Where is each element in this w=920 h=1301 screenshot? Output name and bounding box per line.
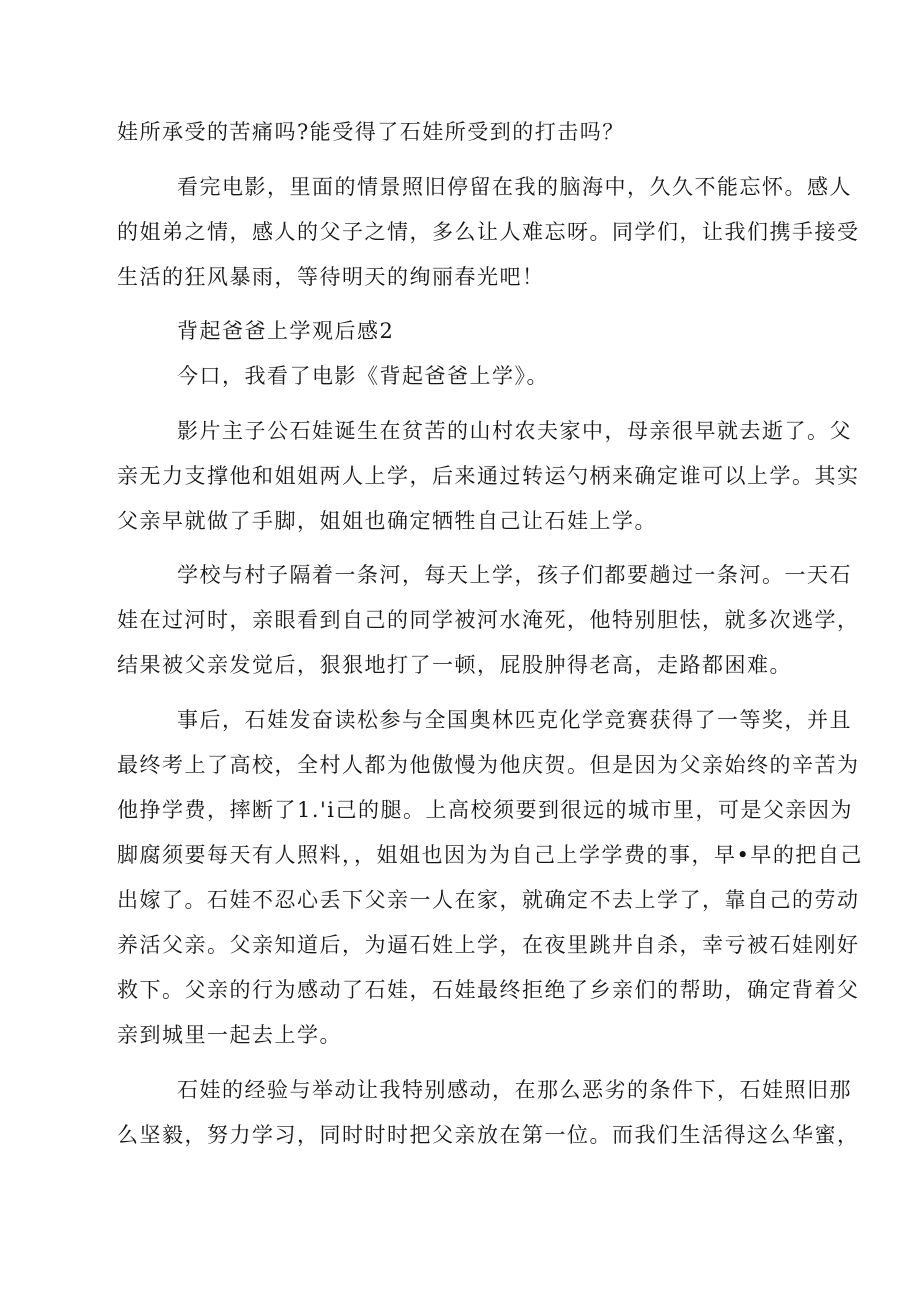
text-line: 学校与村子隔着一条河，每天上学，孩子们都要趟过一条河。一天石 bbox=[177, 563, 852, 587]
text-line: 他挣学费，摔断了1.'i己的腿。上高校须要到很远的城市里，可是父亲因为 bbox=[117, 798, 854, 822]
text-line: 养活父亲。父亲知道后，为逼石姓上学，在夜里跳井自杀，幸亏被石娃刚好 bbox=[117, 933, 860, 957]
text-line: 看完电影，里面的情景照旧停留在我的脑海中，久久不能忘怀。感人 bbox=[177, 175, 852, 199]
section-heading: 背起爸爸上学观后感2 bbox=[177, 319, 395, 343]
text-line: 生活的狂风暴雨，等待明天的绚丽春光吧！ bbox=[117, 265, 545, 289]
text-line: 娃在过河时，亲眼看到自己的同学被河水淹死，他特别胆怯，就多次逃学， bbox=[117, 608, 860, 632]
text-line: 出嫁了。石娃不忍心丢下父亲一人在家，就确定不去上学了，靠自己的劳动 bbox=[117, 888, 860, 912]
text-line: 今口，我看了电影《背起爸爸上学》。 bbox=[177, 364, 549, 388]
text-line: 娃所承受的苦痛吗?能受得了石娃所受到的打击吗？ bbox=[117, 120, 625, 144]
text-line: 事后，石娃发奋读松参与全国奥林匹克化学竞赛获得了一等奖，并且 bbox=[177, 708, 852, 732]
text-line: 的姐弟之情，感人的父子之情，多么让人难忘呀。同学们，让我们携手接受 bbox=[117, 220, 860, 244]
text-line: 救下。父亲的行为感动了石娃，石娃最终拒绝了乡亲们的帮助，确定背着父 bbox=[117, 978, 860, 1002]
text-line: 影片主子公石娃诞生在贫苦的山村农夫家中，母亲很早就去逝了。父 bbox=[177, 419, 852, 443]
text-line: 父亲早就做了手脚，姐姐也确定牺牲自己让石娃上学。 bbox=[117, 509, 657, 533]
text-line: 么坚毅，努力学习，同时时时把父亲放在第一位。而我们生活得这么华蜜， bbox=[117, 1123, 860, 1147]
text-line: 亲无力支撑他和姐姐两人上学，后来通过转运勺柄来确定谁可以上学。其实 bbox=[117, 464, 860, 488]
text-line: 最终考上了高校，全村人都为他傲慢为他庆贺。但是因为父亲始终的辛苦为 bbox=[117, 753, 860, 777]
text-line: 脚腐须要每天有人照料，，姐姐也因为为自己上学学费的事，早•早的把自己 bbox=[117, 843, 863, 867]
text-line: 结果被父亲发觉后，狠狠地打了一顿，屁股肿得老高，走路都困难。 bbox=[117, 653, 792, 677]
text-line: 石娃的经验与举动让我特别感动，在那么恶劣的条件下，石娃照旧那 bbox=[177, 1078, 852, 1102]
text-line: 亲到城里一起去上学。 bbox=[117, 1023, 342, 1047]
